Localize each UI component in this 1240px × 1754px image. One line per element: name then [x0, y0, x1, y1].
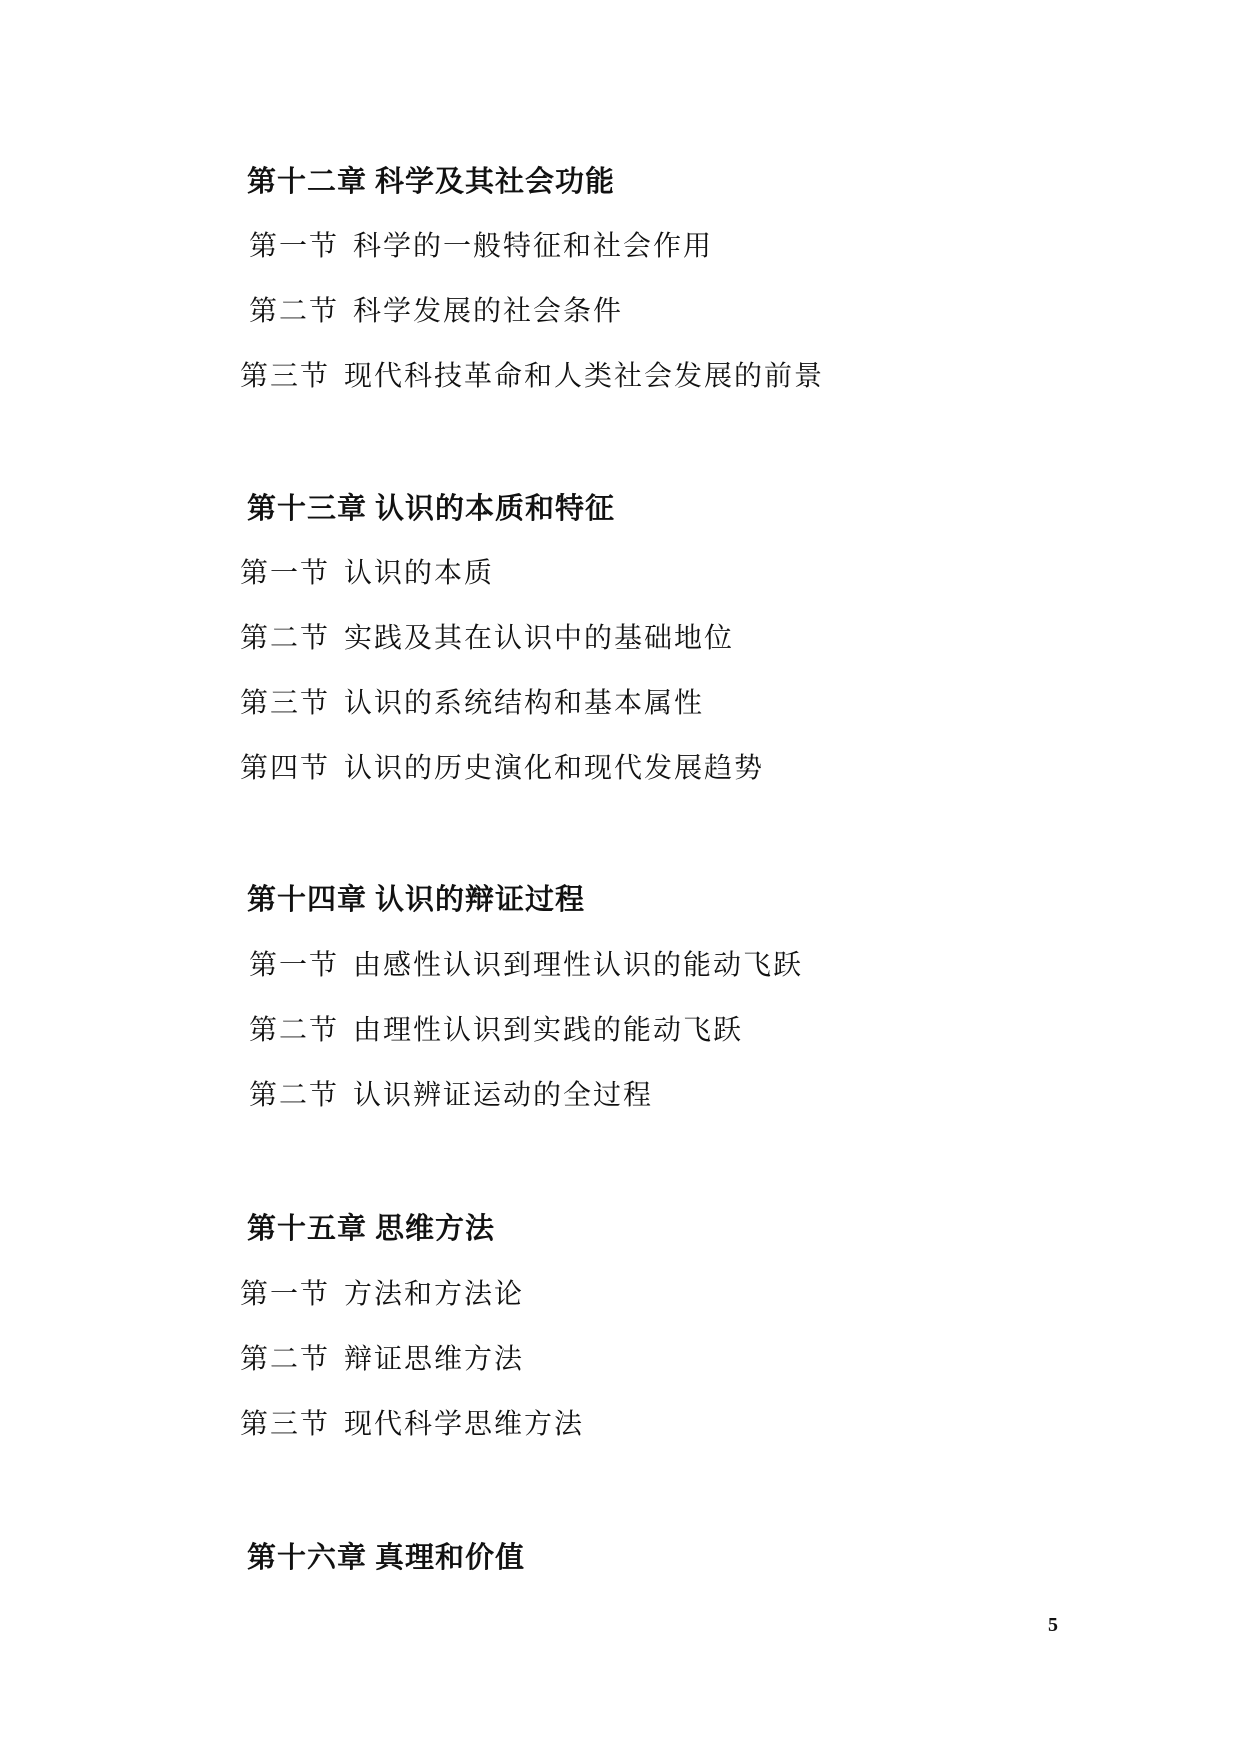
chapter-number: 第十三章 [247, 491, 368, 525]
section-entry [249, 948, 804, 981]
section-title: 现代科技革命和人类社会发展的前景 [344, 359, 825, 392]
section-number: 第四节 [240, 751, 331, 784]
chapter-number: 第十五章 [247, 1211, 368, 1245]
page-number: 5 [1048, 1614, 1058, 1636]
chapter-heading [247, 1211, 496, 1245]
section-entry [240, 1277, 525, 1310]
section-title: 辩证思维方法 [344, 1342, 525, 1375]
section-entry [240, 686, 705, 719]
section-number: 第二节 [249, 294, 340, 327]
section-entry [249, 229, 714, 262]
section-entry [240, 621, 735, 654]
section-entry [240, 359, 825, 392]
chapter-heading [247, 164, 616, 198]
section-entry [240, 1407, 585, 1440]
section-title: 方法和方法论 [344, 1277, 525, 1310]
section-title: 科学的一般特征和社会作用 [353, 229, 714, 262]
chapter-title: 真理和价值 [375, 1540, 526, 1574]
section-entry [240, 556, 495, 589]
section-number: 第三节 [240, 1407, 331, 1440]
section-number: 第二节 [249, 1013, 340, 1046]
chapter-title: 科学及其社会功能 [375, 164, 616, 198]
chapter-number: 第十四章 [247, 882, 368, 916]
chapter-number: 第十六章 [247, 1540, 368, 1574]
section-title: 科学发展的社会条件 [353, 294, 624, 327]
chapter-heading [247, 882, 586, 916]
section-entry [240, 751, 765, 784]
section-title: 认识的历史演化和现代发展趋势 [344, 751, 765, 784]
section-number: 第一节 [249, 229, 340, 262]
section-number: 第三节 [240, 359, 331, 392]
section-number: 第二节 [240, 621, 331, 654]
section-number: 第一节 [240, 1277, 331, 1310]
chapter-heading [247, 491, 616, 525]
section-entry [249, 1013, 744, 1046]
chapter-title: 思维方法 [375, 1211, 496, 1245]
section-number: 第二节 [249, 1078, 340, 1111]
section-entry [249, 1078, 654, 1111]
section-number: 第三节 [240, 686, 331, 719]
section-entry [240, 1342, 525, 1375]
chapter-heading [247, 1540, 526, 1574]
section-title: 认识的本质 [344, 556, 495, 589]
section-title: 认识的系统结构和基本属性 [344, 686, 705, 719]
chapter-title: 认识的辩证过程 [375, 882, 586, 916]
section-title: 由感性认识到理性认识的能动飞跃 [353, 948, 804, 981]
section-title: 实践及其在认识中的基础地位 [344, 621, 735, 654]
section-number: 第一节 [249, 948, 340, 981]
chapter-number: 第十二章 [247, 164, 368, 198]
section-title: 认识辨证运动的全过程 [353, 1078, 654, 1111]
section-title: 由理性认识到实践的能动飞跃 [353, 1013, 744, 1046]
section-entry [249, 294, 624, 327]
section-title: 现代科学思维方法 [344, 1407, 585, 1440]
section-number: 第一节 [240, 556, 331, 589]
section-number: 第二节 [240, 1342, 331, 1375]
chapter-title: 认识的本质和特征 [375, 491, 616, 525]
